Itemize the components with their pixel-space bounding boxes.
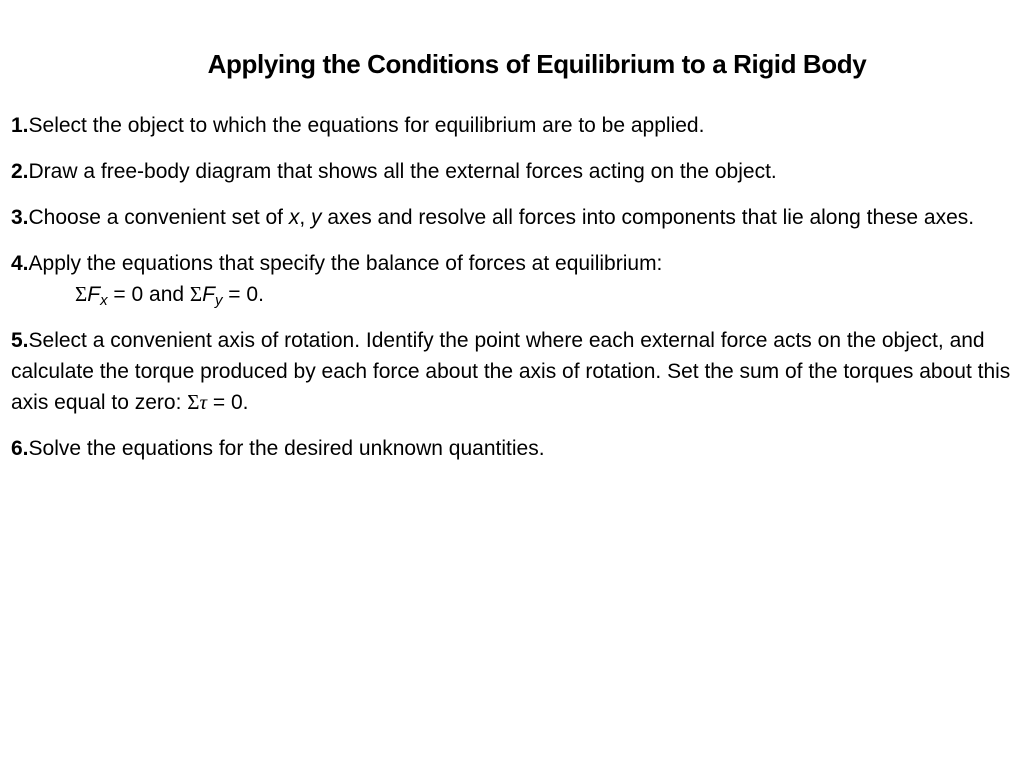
step-text: axes and resolve all forces into components that lie along these axes. (321, 206, 975, 229)
equation-text: = 0. (207, 391, 249, 414)
step-text: Draw a free-body diagram that shows all the external forces acting on the object. (28, 160, 777, 183)
step-6 (11, 433, 1019, 464)
step-number: 3. (11, 206, 29, 229)
sigma-symbol: Σ (75, 282, 88, 306)
step-text: Select the object to which the equations for equilibrium are to be applied. (28, 114, 705, 137)
x-variable: x (288, 206, 300, 229)
step-3 (11, 202, 1019, 233)
subscript-x: x (100, 292, 108, 309)
step-number: 4. (11, 252, 29, 275)
force-equation (11, 279, 1019, 310)
step-1 (11, 110, 1019, 141)
steps-list (11, 110, 1019, 479)
step-text: Apply the equations that specify the balance of forces at equilibrium: (28, 252, 663, 275)
tau-symbol: τ (199, 390, 208, 414)
y-variable: y (311, 206, 322, 229)
equation-text: = 0. (222, 283, 264, 306)
step-number: 6. (11, 437, 29, 460)
step-text: Select a convenient axis of rotation. Identify the point where each external force acts on the object, and calculate the torque produced by each force about the axis of rotation. Set the sum of the torques about this axis equal to zero: (11, 329, 1011, 414)
force-variable: F (87, 283, 101, 306)
step-4 (11, 248, 1019, 310)
step-text: Solve the equations for the desired unknown quantities. (28, 437, 545, 460)
step-number: 2. (11, 160, 29, 183)
sigma-symbol: Σ (187, 390, 200, 414)
step-number: 1. (11, 114, 29, 137)
step-2 (11, 156, 1019, 187)
separator: , (299, 206, 312, 229)
equation-text: = 0 and (107, 283, 190, 306)
page-title: Applying the Conditions of Equilibrium to a Rigid Body (207, 49, 867, 79)
subscript-y: y (214, 292, 223, 309)
step-number: 5. (11, 329, 29, 352)
force-variable: F (202, 283, 215, 306)
sigma-symbol: Σ (189, 282, 203, 306)
step-text: Choose a convenient set of (28, 206, 289, 229)
step-5 (11, 325, 1019, 418)
